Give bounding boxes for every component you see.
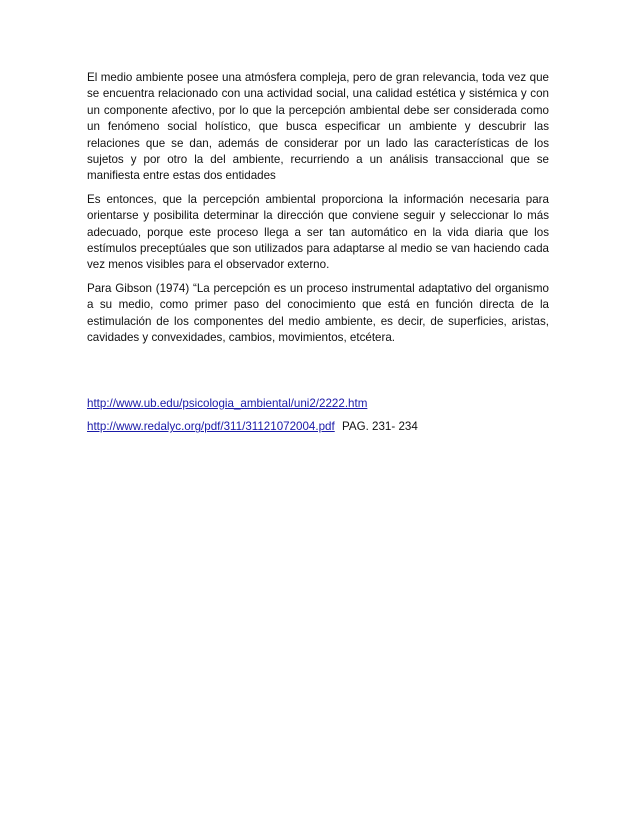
- paragraph-gibson: Para Gibson (1974) “La percepción es un proceso instrumental adaptativo del organismo a su medio, como primer paso del conocimiento que está en función directa de la estimulación de los componentes del medio ambiente, es decir, de superficies, aristas, cavidades y convexidades, cambios, movimientos, etcétera.: [87, 281, 549, 345]
- paragraph-medio-ambiente: El medio ambiente posee una atmósfera compleja, pero de gran relevancia, toda vez que se encuentra relacionado con una actividad social, una calidad estética y sistémica y con un componente afectivo, por lo que la percepción ambiental debe ser considerada como un fenómeno social holístico, que busca especificar un ambiente y descubrir las relaciones que se dan, además de considerar por un lado las características de los sujetos y por otro la del ambiente, recurriendo a un análisis transaccional que se manifiesta entre estas dos entidades: [87, 71, 549, 183]
- reference-pages: PAG. 231- 234: [341, 420, 418, 434]
- reference-item: [87, 419, 549, 435]
- reference-item: [87, 396, 549, 412]
- paragraph-percepcion-ambiental: Es entonces, que la percepción ambiental proporciona la información necesaria para orientarse y posibilita determinar la dirección que conviene seguir y seleccionar lo más adecuado, porque este proceso llega a ser tan automático en la vida diaria que los estímulos preceptúales que son utilizados para adaptarse al medio se van haciendo cada vez menos visibles para el observador externo.: [87, 192, 549, 272]
- reference-link-ub[interactable]: http://www.ub.edu/psicologia_ambiental/uni2/2222.htm: [87, 397, 368, 410]
- reference-link-redalyc[interactable]: http://www.redalyc.org/pdf/311/31121072004.pdf: [87, 420, 335, 434]
- references-list: [87, 396, 549, 443]
- document-body: [87, 70, 549, 354]
